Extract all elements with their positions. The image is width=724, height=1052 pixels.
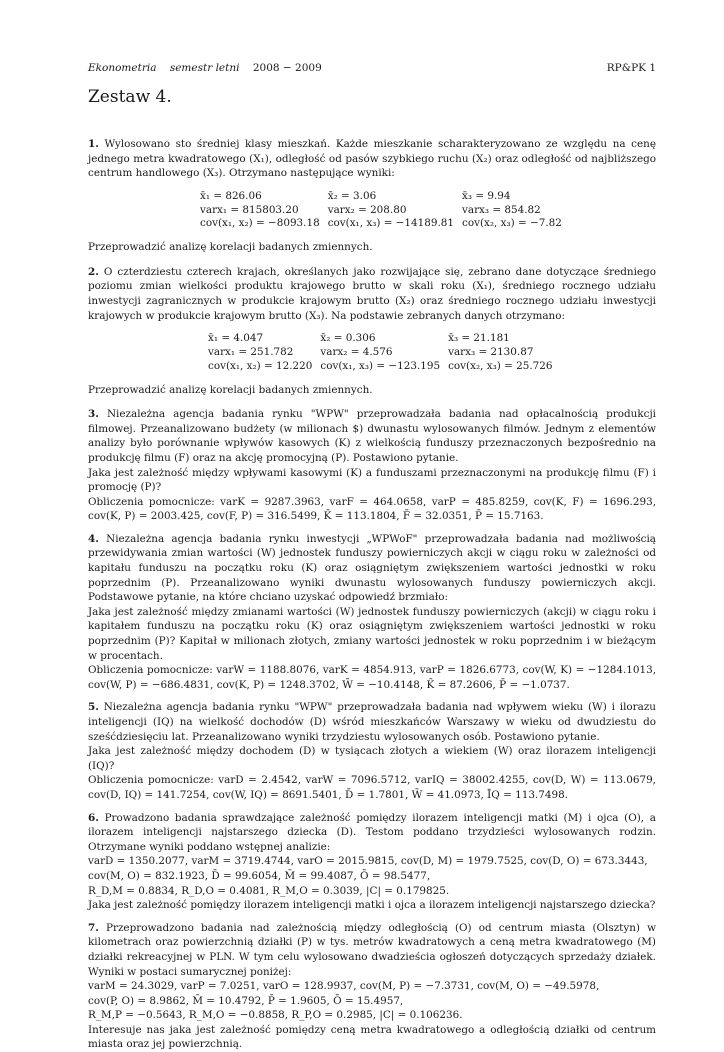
exercise-7-line-3: R_M,P = −0.5643, R_M,O = −0.8858, R_P,O = 0.2985, |C| = 0.106236. [88,1009,463,1022]
header-left [88,62,322,74]
table-row [200,190,570,204]
header-semester: semestr letni [169,62,240,74]
exercise-1-body: Wylosowano sto średniej klasy mieszkań. Każde mieszkanie scharakteryzowano ze względu na cenę jednego metra kwadratowego (X₁), odległość od pasów szybkiego ruchu (X₂) oraz odległość od najbliższego centrum handlowego (X₃). Otrzymano następujące wyniki: [88,138,656,180]
exercise-3-number: 3. [88,408,99,421]
table-cell: x̄₁ = 4.047 [208,332,264,345]
table-row [200,217,570,231]
exercise-4-body: Niezależna agencja badania rynku inwestycji „WPWoF" przeprowadzała badania nad możliwością przewidywania zmian wartości (W) jednostek funduszy powierniczych akcji w ciągu roku w zależności od kapitału funduszu na początku roku (K) oraz osiągniętym zwiększeniem wartości jednostki w roku poprzednim (P). Przeanalizowano wyniki dwunastu wylosowanych funduszy powierniczych akcji. Podstawowe pytanie, na które chciano uzyskać odpowiedź brzmiało: [88,532,656,604]
table-cell: x̄₃ = 9.94 [462,189,511,202]
exercise-6-text [88,811,656,855]
table-cell: x̄₂ = 3.06 [327,189,377,202]
exercise-5-number: 5. [88,701,99,714]
exercise-1-text [88,137,656,181]
header-years: 2008 − 2009 [252,62,322,74]
table-cell: varx₁ = 251.782 [208,345,294,358]
exercise-2-text [88,265,656,323]
table-row [208,332,560,346]
exercise-4-calc: Obliczenia pomocnicze: varW = 1188.8076, varK = 4854.913, varP = 1826.6773, cov(W, K) = −1284.1013, cov(W, P) = −686.4831, cov(K, P) = 1248.3702, W̄ = −10.4148, K̄ = 87.2606, P̄ = −1.0737. [88,664,656,691]
exercise-2-table [208,332,560,373]
table-cell: x̄₂ = 0.306 [320,332,376,345]
exercise-2-number: 2. [88,265,99,278]
exercise-7-question: Interesuje nas jaka jest zależność pomiędzy ceną metra kwadratowego a odległością działki od centrum miasta oraz jej powierzchnią. [88,1023,656,1051]
exercise-5-body: Niezależna agencja badania rynku "WPW" przeprowadzała badania nad wpływem wieku (W) i ilorazu inteligencji (IQ) na wielkość dochodów (D) wśród mieszkańców Warszawy w wieku od dwudziestu do sześćdziesięciu lat. Przeanalizowano wyniki trzydziestu wylosowanych osób. Postawiono pytanie. [88,701,656,743]
exercise-1-table [200,190,570,231]
exercise-3-question: Jaka jest zależność między wpływami kasowymi (K) a funduszami przeznaczonymi na produkcję filmu (F) i promocję (P)? [88,466,656,494]
exercise-6-question: Jaka jest zależność pomiędzy ilorazem inteligencji matki i ojca a ilorazem inteligencji najstarszego dziecka? [88,899,656,912]
table-cell: x̄₃ = 21.181 [448,332,510,345]
table-cell: varx₂ = 4.576 [320,345,393,358]
exercise-7-body: Przeprowadzono badania nad zależnością między odległością (O) od centrum miasta (Olsztyn) w kilometrach oraz powierzchnią działki (P) w tys. metrów kwadratowych a ceną metra kwadratowego (M) działki rekreacyjnej w PLN. W tym celu wylosowano dwadzieścia ogłoszeń dotyczących sprzedaży działek. Wyniki w postaci sumarycznej poniżej: [88,921,656,978]
exercise-2-body: O czterdziestu czterech krajach, określanych jako rozwijające się, zebrano dane dotyczące średniego poziomu zmian wielkości produktu krajowego brutto w skali roku (X₁), średniego rocznego udziału inwestycji zagranicznych w produkcie krajowym brutto (X₂) oraz średniego rocznego udziału inwestycji krajowych w produkcie krajowym brutto (X₃). Na podstawie zebranych danych otrzymano: [88,265,656,322]
exercise-4-number: 4. [88,532,99,545]
exercise-5-question: Jaka jest zależność między dochodem (D) w tysiącach złotych a wiekiem (W) oraz ilorazem inteligencji (IQ)? [88,745,656,772]
table-cell: cov(x₂, x₃) = 25.726 [448,359,553,372]
table-cell: cov(x₁, x₂) = −8093.18 [200,217,320,230]
header-right: RP&PK 1 [606,62,656,74]
exercise-1-task: Przeprowadzić analizę korelacji badanych zmiennych. [88,241,373,254]
table-cell: cov(x₁, x₃) = −123.195 [320,359,441,372]
exercise-3-calc: Obliczenia pomocnicze: varK = 9287.3963, varF = 464.0658, varP = 485.8259, cov(K, F) = 1696.293, cov(K, P) = 2003.425, cov(F, P) = 316.5499, K̄ = 113.1804, F̄ = 32.0351, P̄ = 15.7163. [88,495,656,523]
header-course: Ekonometria [88,62,157,74]
table-cell: x̄₁ = 826.06 [200,189,262,202]
exercise-7-text [88,921,656,979]
exercise-6-line-3: R_D,M = 0.8834, R_D,O = 0.4081, R_M,O = 0.3039, |C| = 0.179825. [88,884,450,897]
exercise-5-calc: Obliczenia pomocnicze: varD = 2.4542, varW = 7096.5712, varIQ = 38002.4255, cov(D, W) = 113.0679, cov(D, IQ) = 141.7254, cov(W, IQ) = 8691.5401, D̄ = 1.7801, W̄ = 41.0973, ĪQ = 113.7498. [88,774,656,801]
exercise-7-line-1: varM = 24.3029, varP = 7.0251, varO = 128.9937, cov(M, P) = −7.3731, cov(M, O) = −49.5978, [88,980,600,993]
exercise-6-line-1: varD = 1350.2077, varM = 3719.4744, varO = 2015.9815, cov(D, M) = 1979.7525, cov(D, O) = 673.3443, [88,855,648,868]
table-row [208,346,560,360]
exercise-7-number: 7. [88,921,99,934]
table-cell: varx₃ = 2130.87 [448,345,534,358]
table-cell: cov(x₂, x₃) = −7.82 [462,217,562,230]
exercise-6-body: Prowadzono badania sprawdzające zależność pomiędzy ilorazem inteligencji matki (M) i ojca (O), a ilorazem inteligencji najstarszego dziecka (D). Testom poddano trzydzieści wylosowanych rodzin. Otrzymane wyniki poddano wstępnej analizie: [88,811,656,853]
exercise-3-body: Niezależna agencja badania rynku "WPW" przeprowadzała badania nad opłacalnością produkcji filmowej. Przeanalizowano budżety (w milionach $) dwunastu wylosowanych filmów. Jednym z elementów analizy było porównanie wpływów kasowych (K) z wielkością funduszy przeznaczonych bezpośrednio na produkcję filmu (F) oraz na akcję promocyjną (P). Postawiono pytanie. [88,408,656,464]
page-header [88,62,656,74]
table-cell: varx₁ = 815803.20 [200,203,299,216]
exercise-6-line-2: cov(M, O) = 832.1923, D̄ = 99.6054, M̄ = 99.4087, Ō = 98.5477, [88,869,431,882]
document-page [88,62,656,1052]
exercise-6-number: 6. [88,811,99,824]
table-row [208,360,560,374]
table-row [200,204,570,218]
table-cell: varx₃ = 854.82 [462,203,541,216]
exercise-4-text [88,532,656,605]
table-cell: cov(x₁, x₂) = 12.220 [208,359,313,372]
table-cell: varx₂ = 208.80 [327,203,407,216]
exercise-5-text [88,700,656,744]
page-title: Zestaw 4. [88,87,172,107]
exercise-1-number: 1. [88,138,99,150]
table-cell: cov(x₁, x₃) = −14189.81 [327,217,455,230]
exercise-4-question: Jaka jest zależność między zmianami wartości (W) jednostek funduszy powierniczych (akcji) w ciągu roku i kapitałem funduszu na początku roku (K) oraz osiągniętym zwiększeniem wartości jednostki w roku poprzednim (P)? Kapitał w milionach złotych, zmiany wartości jednostek w roku poprzednim i w bieżącym w procentach. [88,605,656,662]
exercise-7-line-2: cov(P, O) = 8.9862, M̄ = 10.4792, P̄ = 1.9605, Ō = 15.4957, [88,994,404,1007]
exercise-2-task: Przeprowadzić analizę korelacji badanych zmiennych. [88,383,373,396]
exercise-3-text [88,407,656,465]
